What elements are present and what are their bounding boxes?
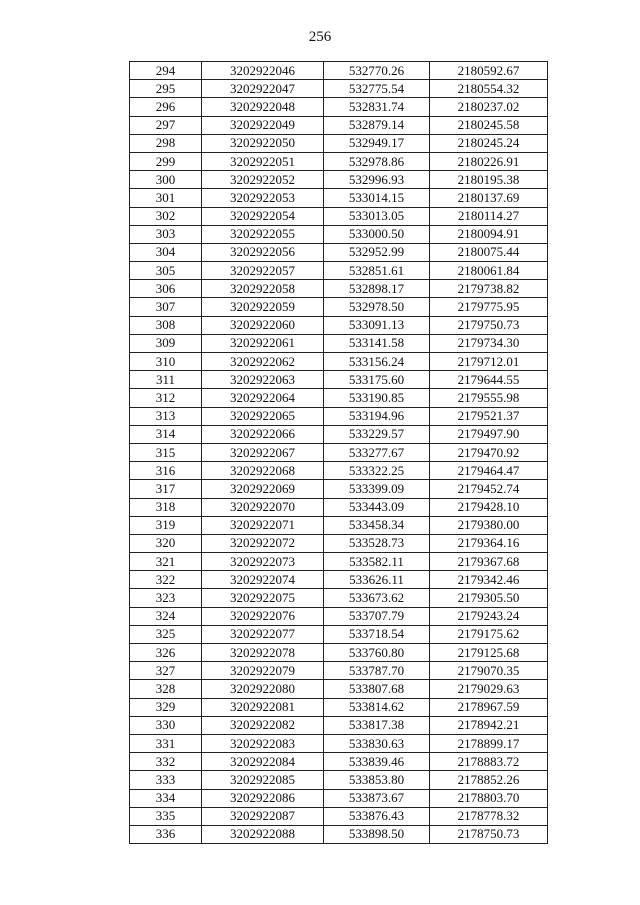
table-row [130, 607, 548, 625]
x-coordinate-cell: 532775.54 [324, 80, 430, 98]
x-coordinate-cell: 532851.61 [324, 262, 430, 280]
y-coordinate-cell: 2179734.30 [430, 334, 548, 352]
row-number-cell: 314 [130, 425, 202, 443]
x-coordinate-cell: 533853.80 [324, 771, 430, 789]
y-coordinate-cell: 2178852.26 [430, 771, 548, 789]
row-number-cell: 294 [130, 62, 202, 80]
page-number: 256 [308, 29, 332, 45]
table-row [130, 334, 548, 352]
x-coordinate-cell: 533175.60 [324, 371, 430, 389]
point-id-cell: 3202922070 [202, 498, 324, 516]
point-id-cell: 3202922078 [202, 644, 324, 662]
point-id-cell: 3202922055 [202, 225, 324, 243]
y-coordinate-cell: 2179305.50 [430, 589, 548, 607]
point-id-cell: 3202922049 [202, 116, 324, 134]
row-number-cell: 303 [130, 225, 202, 243]
table-row [130, 825, 548, 843]
y-coordinate-cell: 2180195.38 [430, 171, 548, 189]
coordinates-table [129, 61, 548, 844]
table-row [130, 262, 548, 280]
x-coordinate-cell: 533830.63 [324, 734, 430, 752]
table-row [130, 425, 548, 443]
y-coordinate-cell: 2179070.35 [430, 662, 548, 680]
point-id-cell: 3202922054 [202, 207, 324, 225]
point-id-cell: 3202922053 [202, 189, 324, 207]
x-coordinate-cell: 533873.67 [324, 789, 430, 807]
row-number-cell: 309 [130, 334, 202, 352]
row-number-cell: 311 [130, 371, 202, 389]
row-number-cell: 297 [130, 116, 202, 134]
table-row [130, 698, 548, 716]
point-id-cell: 3202922081 [202, 698, 324, 716]
row-number-cell: 299 [130, 152, 202, 170]
table-row [130, 80, 548, 98]
y-coordinate-cell: 2179243.24 [430, 607, 548, 625]
table-row [130, 480, 548, 498]
table-row [130, 534, 548, 552]
row-number-cell: 307 [130, 298, 202, 316]
y-coordinate-cell: 2179428.10 [430, 498, 548, 516]
x-coordinate-cell: 533000.50 [324, 225, 430, 243]
table-row [130, 571, 548, 589]
y-coordinate-cell: 2179644.55 [430, 371, 548, 389]
point-id-cell: 3202922083 [202, 734, 324, 752]
y-coordinate-cell: 2179470.92 [430, 443, 548, 461]
y-coordinate-cell: 2178899.17 [430, 734, 548, 752]
table-row [130, 462, 548, 480]
y-coordinate-cell: 2179497.90 [430, 425, 548, 443]
table-row [130, 243, 548, 261]
x-coordinate-cell: 532978.50 [324, 298, 430, 316]
table-row [130, 407, 548, 425]
row-number-cell: 316 [130, 462, 202, 480]
x-coordinate-cell: 532996.93 [324, 171, 430, 189]
x-coordinate-cell: 533673.62 [324, 589, 430, 607]
y-coordinate-cell: 2180075.44 [430, 243, 548, 261]
y-coordinate-cell: 2178803.70 [430, 789, 548, 807]
point-id-cell: 3202922047 [202, 80, 324, 98]
x-coordinate-cell: 533091.13 [324, 316, 430, 334]
point-id-cell: 3202922051 [202, 152, 324, 170]
point-id-cell: 3202922061 [202, 334, 324, 352]
point-id-cell: 3202922067 [202, 443, 324, 461]
table-row [130, 98, 548, 116]
table-row [130, 353, 548, 371]
y-coordinate-cell: 2178750.73 [430, 825, 548, 843]
row-number-cell: 313 [130, 407, 202, 425]
row-number-cell: 335 [130, 807, 202, 825]
x-coordinate-cell: 533898.50 [324, 825, 430, 843]
row-number-cell: 298 [130, 134, 202, 152]
table-row [130, 625, 548, 643]
x-coordinate-cell: 533760.80 [324, 644, 430, 662]
point-id-cell: 3202922063 [202, 371, 324, 389]
table-row [130, 734, 548, 752]
x-coordinate-cell: 533277.67 [324, 443, 430, 461]
row-number-cell: 332 [130, 753, 202, 771]
y-coordinate-cell: 2179555.98 [430, 389, 548, 407]
row-number-cell: 336 [130, 825, 202, 843]
point-id-cell: 3202922056 [202, 243, 324, 261]
table-row [130, 316, 548, 334]
table-row [130, 225, 548, 243]
y-coordinate-cell: 2179452.74 [430, 480, 548, 498]
row-number-cell: 310 [130, 353, 202, 371]
row-number-cell: 308 [130, 316, 202, 334]
row-number-cell: 306 [130, 280, 202, 298]
x-coordinate-cell: 533399.09 [324, 480, 430, 498]
table-row [130, 789, 548, 807]
row-number-cell: 295 [130, 80, 202, 98]
y-coordinate-cell: 2178942.21 [430, 716, 548, 734]
row-number-cell: 300 [130, 171, 202, 189]
point-id-cell: 3202922082 [202, 716, 324, 734]
row-number-cell: 324 [130, 607, 202, 625]
x-coordinate-cell: 533322.25 [324, 462, 430, 480]
table-row [130, 171, 548, 189]
point-id-cell: 3202922068 [202, 462, 324, 480]
x-coordinate-cell: 533443.09 [324, 498, 430, 516]
y-coordinate-cell: 2179750.73 [430, 316, 548, 334]
point-id-cell: 3202922057 [202, 262, 324, 280]
y-coordinate-cell: 2180226.91 [430, 152, 548, 170]
point-id-cell: 3202922075 [202, 589, 324, 607]
table-row [130, 498, 548, 516]
x-coordinate-cell: 533194.96 [324, 407, 430, 425]
table-row [130, 807, 548, 825]
point-id-cell: 3202922062 [202, 353, 324, 371]
point-id-cell: 3202922071 [202, 516, 324, 534]
y-coordinate-cell: 2179029.63 [430, 680, 548, 698]
y-coordinate-cell: 2179775.95 [430, 298, 548, 316]
point-id-cell: 3202922052 [202, 171, 324, 189]
x-coordinate-cell: 532949.17 [324, 134, 430, 152]
y-coordinate-cell: 2180114.27 [430, 207, 548, 225]
point-id-cell: 3202922059 [202, 298, 324, 316]
row-number-cell: 329 [130, 698, 202, 716]
row-number-cell: 321 [130, 553, 202, 571]
row-number-cell: 333 [130, 771, 202, 789]
table-row [130, 280, 548, 298]
point-id-cell: 3202922079 [202, 662, 324, 680]
row-number-cell: 304 [130, 243, 202, 261]
table-row [130, 680, 548, 698]
x-coordinate-cell: 532952.99 [324, 243, 430, 261]
point-id-cell: 3202922072 [202, 534, 324, 552]
row-number-cell: 330 [130, 716, 202, 734]
x-coordinate-cell: 533707.79 [324, 607, 430, 625]
point-id-cell: 3202922073 [202, 553, 324, 571]
y-coordinate-cell: 2179367.68 [430, 553, 548, 571]
y-coordinate-cell: 2178778.32 [430, 807, 548, 825]
y-coordinate-cell: 2180592.67 [430, 62, 548, 80]
table-row [130, 152, 548, 170]
x-coordinate-cell: 533141.58 [324, 334, 430, 352]
x-coordinate-cell: 533156.24 [324, 353, 430, 371]
y-coordinate-cell: 2180245.24 [430, 134, 548, 152]
x-coordinate-cell: 533014.15 [324, 189, 430, 207]
x-coordinate-cell: 532879.14 [324, 116, 430, 134]
x-coordinate-cell: 533839.46 [324, 753, 430, 771]
row-number-cell: 312 [130, 389, 202, 407]
point-id-cell: 3202922084 [202, 753, 324, 771]
table-row [130, 771, 548, 789]
y-coordinate-cell: 2179712.01 [430, 353, 548, 371]
x-coordinate-cell: 532898.17 [324, 280, 430, 298]
row-number-cell: 305 [130, 262, 202, 280]
x-coordinate-cell: 533582.11 [324, 553, 430, 571]
point-id-cell: 3202922050 [202, 134, 324, 152]
table-row [130, 443, 548, 461]
row-number-cell: 320 [130, 534, 202, 552]
x-coordinate-cell: 533807.68 [324, 680, 430, 698]
x-coordinate-cell: 533814.62 [324, 698, 430, 716]
y-coordinate-cell: 2180245.58 [430, 116, 548, 134]
y-coordinate-cell: 2179380.00 [430, 516, 548, 534]
y-coordinate-cell: 2179521.37 [430, 407, 548, 425]
row-number-cell: 328 [130, 680, 202, 698]
point-id-cell: 3202922074 [202, 571, 324, 589]
point-id-cell: 3202922087 [202, 807, 324, 825]
row-number-cell: 323 [130, 589, 202, 607]
y-coordinate-cell: 2180094.91 [430, 225, 548, 243]
y-coordinate-cell: 2178883.72 [430, 753, 548, 771]
point-id-cell: 3202922086 [202, 789, 324, 807]
x-coordinate-cell: 532978.86 [324, 152, 430, 170]
point-id-cell: 3202922060 [202, 316, 324, 334]
point-id-cell: 3202922048 [202, 98, 324, 116]
row-number-cell: 318 [130, 498, 202, 516]
point-id-cell: 3202922058 [202, 280, 324, 298]
table-row [130, 589, 548, 607]
y-coordinate-cell: 2180137.69 [430, 189, 548, 207]
table-row [130, 753, 548, 771]
row-number-cell: 334 [130, 789, 202, 807]
table-row [130, 207, 548, 225]
point-id-cell: 3202922088 [202, 825, 324, 843]
x-coordinate-cell: 533876.43 [324, 807, 430, 825]
y-coordinate-cell: 2179342.46 [430, 571, 548, 589]
x-coordinate-cell: 533013.05 [324, 207, 430, 225]
table-row [130, 716, 548, 734]
x-coordinate-cell: 533718.54 [324, 625, 430, 643]
point-id-cell: 3202922046 [202, 62, 324, 80]
x-coordinate-cell: 533528.73 [324, 534, 430, 552]
coordinates-table-body [130, 62, 548, 844]
point-id-cell: 3202922069 [202, 480, 324, 498]
row-number-cell: 327 [130, 662, 202, 680]
row-number-cell: 315 [130, 443, 202, 461]
row-number-cell: 302 [130, 207, 202, 225]
table-row [130, 62, 548, 80]
x-coordinate-cell: 532831.74 [324, 98, 430, 116]
table-row [130, 516, 548, 534]
x-coordinate-cell: 533626.11 [324, 571, 430, 589]
y-coordinate-cell: 2179175.62 [430, 625, 548, 643]
table-row [130, 553, 548, 571]
row-number-cell: 319 [130, 516, 202, 534]
point-id-cell: 3202922066 [202, 425, 324, 443]
table-row [130, 371, 548, 389]
x-coordinate-cell: 532770.26 [324, 62, 430, 80]
point-id-cell: 3202922065 [202, 407, 324, 425]
y-coordinate-cell: 2179364.16 [430, 534, 548, 552]
y-coordinate-cell: 2179738.82 [430, 280, 548, 298]
point-id-cell: 3202922085 [202, 771, 324, 789]
y-coordinate-cell: 2180061.84 [430, 262, 548, 280]
x-coordinate-cell: 533787.70 [324, 662, 430, 680]
row-number-cell: 326 [130, 644, 202, 662]
row-number-cell: 331 [130, 734, 202, 752]
y-coordinate-cell: 2180554.32 [430, 80, 548, 98]
row-number-cell: 322 [130, 571, 202, 589]
x-coordinate-cell: 533229.57 [324, 425, 430, 443]
point-id-cell: 3202922077 [202, 625, 324, 643]
y-coordinate-cell: 2178967.59 [430, 698, 548, 716]
row-number-cell: 325 [130, 625, 202, 643]
x-coordinate-cell: 533817.38 [324, 716, 430, 734]
x-coordinate-cell: 533458.34 [324, 516, 430, 534]
table-row [130, 189, 548, 207]
x-coordinate-cell: 533190.85 [324, 389, 430, 407]
y-coordinate-cell: 2179464.47 [430, 462, 548, 480]
table-row [130, 662, 548, 680]
table-row [130, 644, 548, 662]
y-coordinate-cell: 2180237.02 [430, 98, 548, 116]
y-coordinate-cell: 2179125.68 [430, 644, 548, 662]
table-row [130, 389, 548, 407]
row-number-cell: 317 [130, 480, 202, 498]
point-id-cell: 3202922080 [202, 680, 324, 698]
table-row [130, 134, 548, 152]
point-id-cell: 3202922064 [202, 389, 324, 407]
table-row [130, 298, 548, 316]
row-number-cell: 301 [130, 189, 202, 207]
row-number-cell: 296 [130, 98, 202, 116]
point-id-cell: 3202922076 [202, 607, 324, 625]
table-row [130, 116, 548, 134]
